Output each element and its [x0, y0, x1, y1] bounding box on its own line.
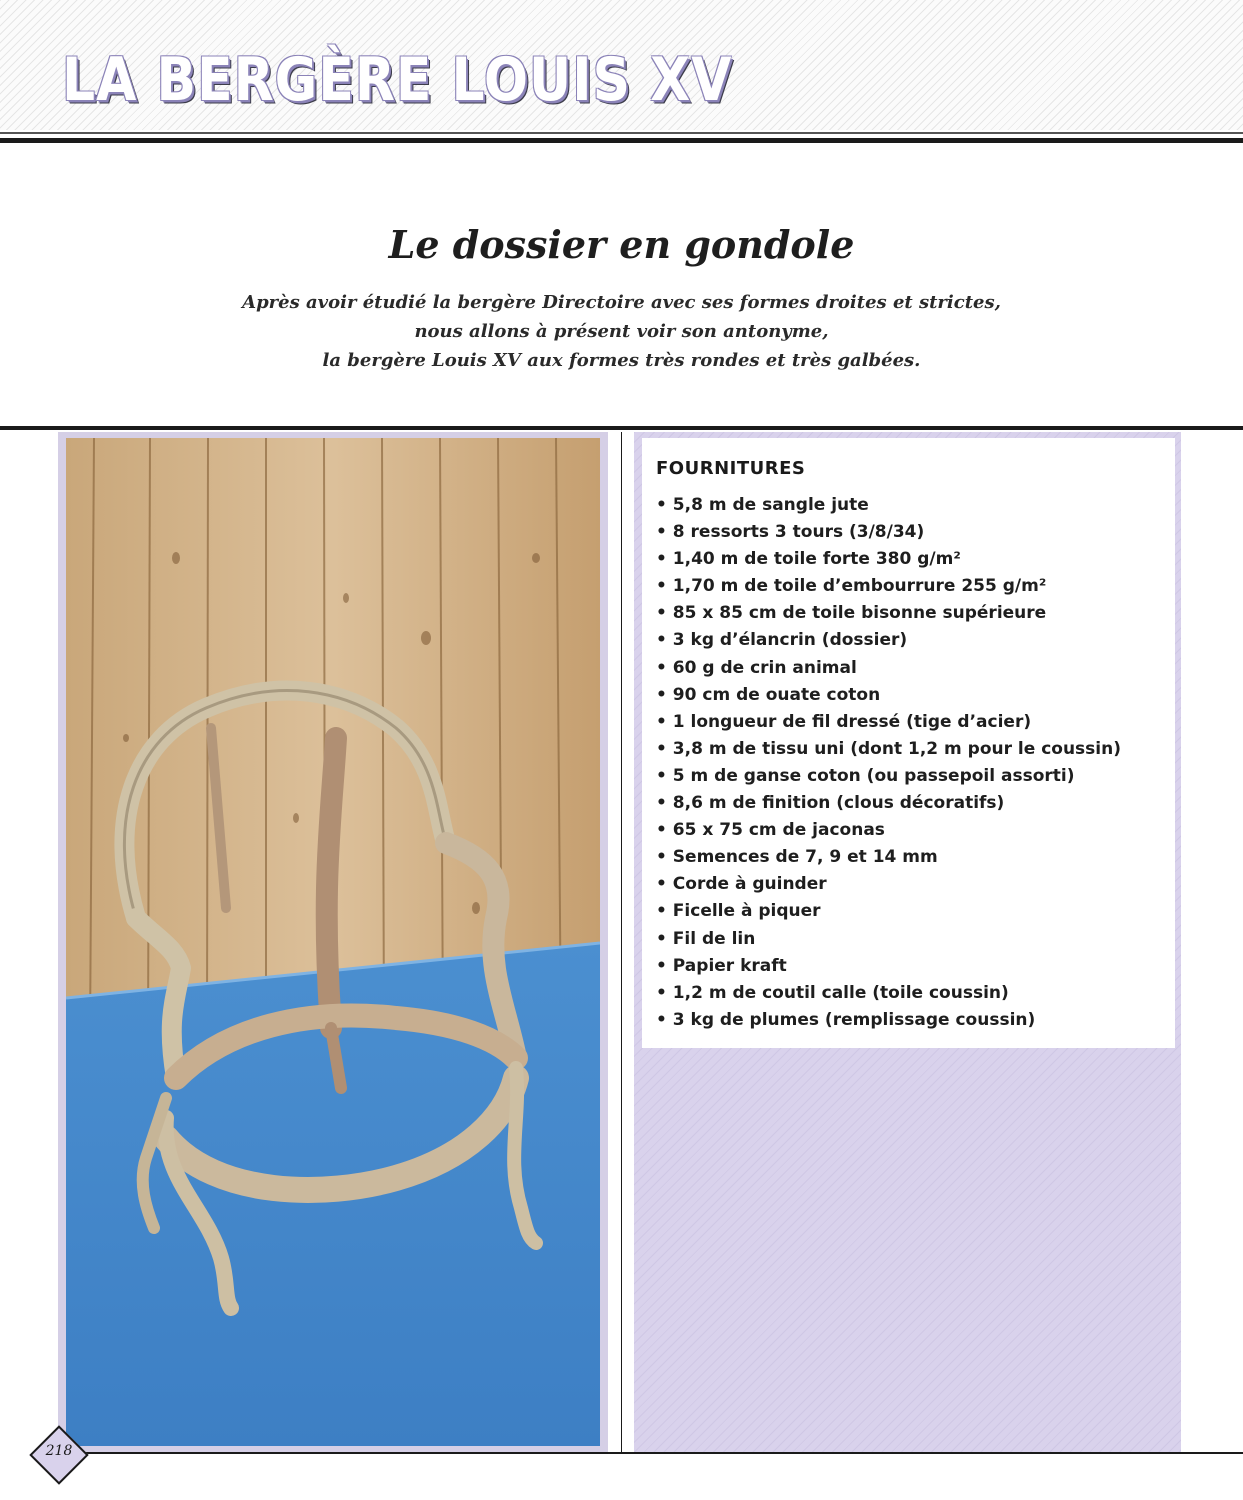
supply-item: • 85 x 85 cm de toile bisonne supérieure [656, 600, 1121, 627]
supply-item: • 1,40 m de toile forte 380 g/m² [656, 546, 1121, 573]
supply-item: • Semences de 7, 9 et 14 mm [656, 844, 1121, 871]
page-header-title: LA BERGÈRE LOUIS XV [62, 46, 733, 115]
section-title: Le dossier en gondole [388, 222, 855, 267]
supply-item: • 60 g de crin animal [656, 655, 1121, 682]
column-divider [621, 432, 622, 1454]
supplies-heading: FOURNITURES [656, 458, 806, 479]
section-rule [0, 426, 1243, 430]
supply-item: • 65 x 75 cm de jaconas [656, 817, 1121, 844]
intro-line: la bergère Louis XV aux formes très rondes et très galbées. [322, 350, 921, 371]
chair-frame-illustration [66, 438, 600, 1446]
supply-item: • 5 m de ganse coton (ou passepoil assorti) [656, 763, 1121, 790]
supply-item: • 8,6 m de finition (clous décoratifs) [656, 790, 1121, 817]
supply-item: • 1 longueur de fil dressé (tige d’acier) [656, 709, 1121, 736]
supply-item: • 3 kg d’élancrin (dossier) [656, 627, 1121, 654]
page-header [0, 0, 1243, 130]
supply-item: • 1,2 m de coutil calle (toile coussin) [656, 980, 1121, 1007]
header-rule-thick [0, 138, 1243, 143]
supply-item: • 1,70 m de toile d’embourrure 255 g/m² [656, 573, 1121, 600]
supply-item: • 5,8 m de sangle jute [656, 492, 1121, 519]
page-number: 218 [45, 1443, 73, 1459]
supply-item: • Fil de lin [656, 926, 1121, 953]
chair-frame-photo [66, 438, 600, 1446]
supplies-box [642, 438, 1175, 1048]
supplies-list [656, 492, 1121, 1034]
intro-line: nous allons à présent voir son antonyme, [414, 321, 829, 342]
supply-item: • 3,8 m de tissu uni (dont 1,2 m pour le coussin) [656, 736, 1121, 763]
photo-frame [58, 432, 608, 1454]
intro-line: Après avoir étudié la bergère Directoire avec ses formes droites et strictes, [242, 292, 1001, 313]
header-rule-thin [0, 132, 1243, 134]
supply-item: • 3 kg de plumes (remplissage coussin) [656, 1007, 1121, 1034]
supplies-panel [634, 432, 1181, 1454]
supply-item: • Corde à guinder [656, 871, 1121, 898]
footer-rule [70, 1452, 1243, 1454]
intro-text [0, 288, 1243, 375]
supply-item: • 90 cm de ouate coton [656, 682, 1121, 709]
supply-item: • Papier kraft [656, 953, 1121, 980]
supply-item: • 8 ressorts 3 tours (3/8/34) [656, 519, 1121, 546]
supply-item: • Ficelle à piquer [656, 898, 1121, 925]
